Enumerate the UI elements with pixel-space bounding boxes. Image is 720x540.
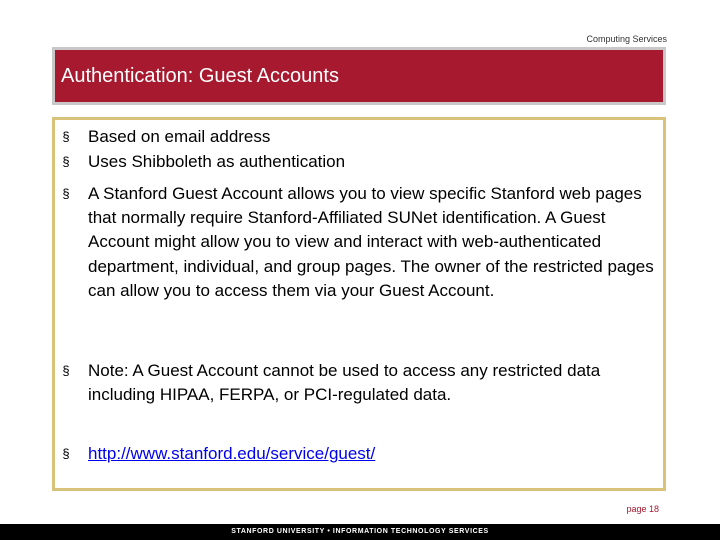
footer-bar: STANFORD UNIVERSITY • INFORMATION TECHNOLOGY SERVICES (0, 524, 720, 540)
bullet-marker: § (62, 129, 70, 144)
bullet-text: A Stanford Guest Account allows you to view specific Stanford web pages that normally require Stanford-Affiliated SUNet identification. A Guest Account might allow you to view and interact with web-authenticated department, individual, and group pages. The owner of the restricted pages can allow you to access them via your Guest Account. (88, 184, 654, 300)
content-box (52, 117, 666, 491)
bullet-item (55, 182, 663, 303)
bullet-item (55, 125, 663, 149)
bullet-marker: § (62, 446, 70, 461)
bullet-text: Uses Shibboleth as authentication (88, 152, 346, 171)
bullet-text: Note: A Guest Account cannot be used to access any restricted data including HIPAA, FERPA, or PCI-regulated data. (88, 361, 601, 405)
guest-account-link[interactable]: http://www.stanford.edu/service/guest/ (88, 444, 376, 463)
department-label: Computing Services (586, 34, 667, 44)
title-bar (52, 47, 666, 105)
bullet-marker: § (62, 363, 70, 378)
bullet-marker: § (62, 186, 70, 201)
bullet-text: Based on email address (88, 127, 271, 146)
bullet-item (55, 150, 663, 174)
page-number: page 18 (626, 504, 659, 514)
slide-title: Authentication: Guest Accounts (61, 64, 339, 87)
bullet-item (55, 442, 663, 466)
bullet-item (55, 359, 663, 407)
bullet-marker: § (62, 154, 70, 169)
